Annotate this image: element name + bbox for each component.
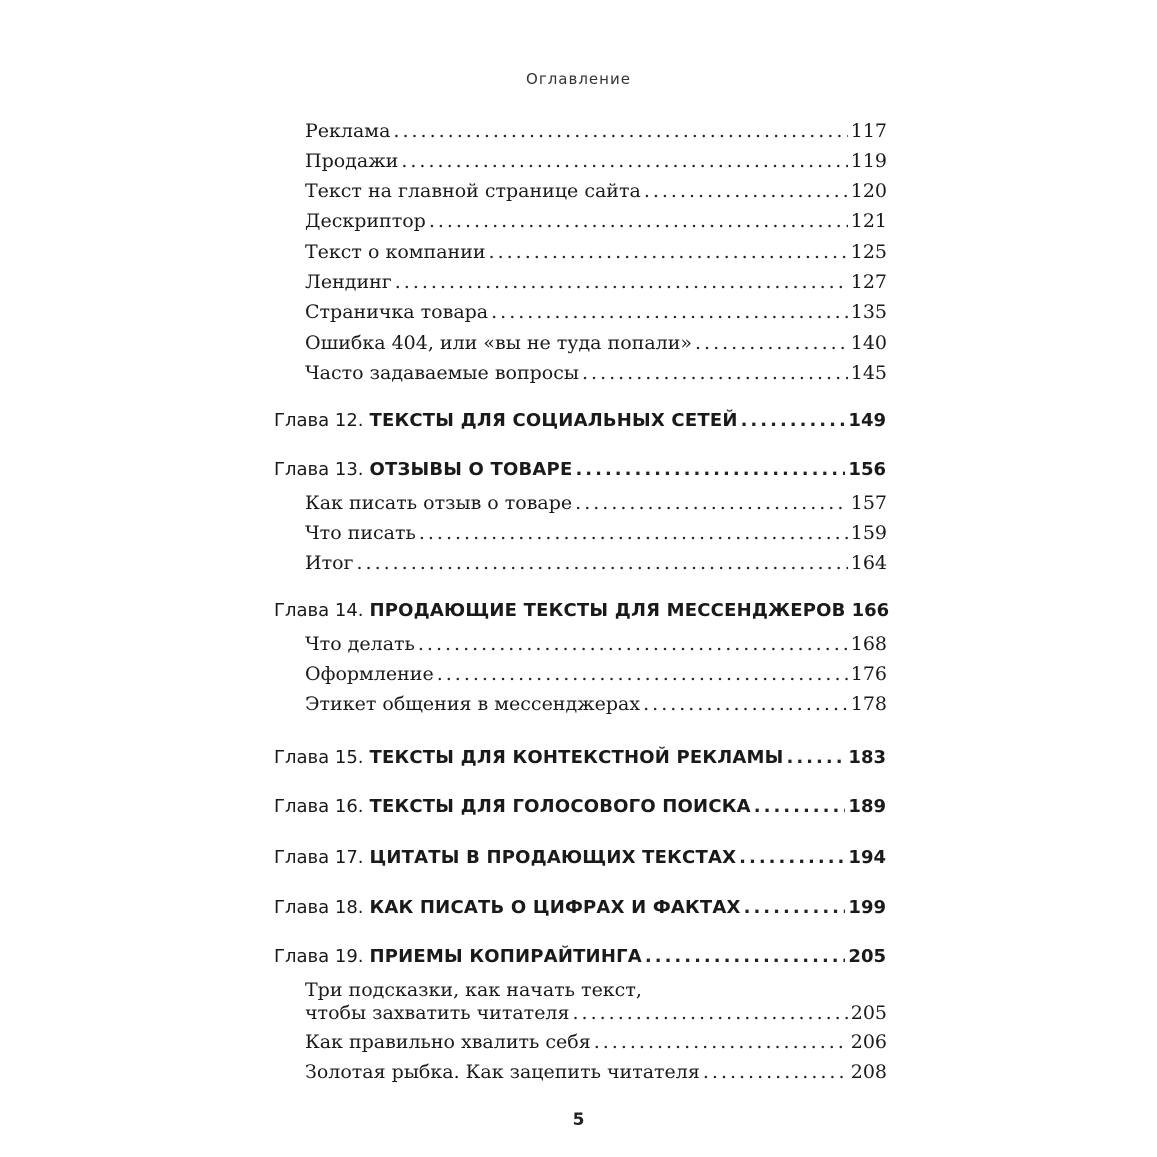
chapter-title: ТЕКСТЫ ДЛЯ КОНТЕКСТНОЙ РЕКЛАМЫ bbox=[369, 747, 784, 768]
toc-entry[interactable] bbox=[305, 519, 887, 547]
toc-entry[interactable] bbox=[305, 549, 887, 577]
toc-entry[interactable] bbox=[305, 268, 887, 296]
toc-chapter[interactable] bbox=[274, 793, 886, 821]
chapter-title: КАК ПИСАТЬ О ЦИФРАХ И ФАКТАХ bbox=[369, 897, 741, 918]
dot-leader bbox=[754, 793, 846, 821]
dot-leader bbox=[356, 549, 847, 577]
toc-entry-page: 159 bbox=[850, 522, 887, 544]
chapter-number: Глава 19. bbox=[274, 946, 364, 967]
chapter-number: Глава 16. bbox=[274, 796, 364, 817]
chapter-title: ТЕКСТЫ ДЛЯ СОЦИАЛЬНЫХ СЕТЕЙ bbox=[369, 410, 738, 431]
toc-entry-page: 119 bbox=[850, 150, 887, 172]
toc-entry[interactable] bbox=[305, 690, 887, 718]
chapter-page: 205 bbox=[848, 946, 886, 967]
chapter-page: 189 bbox=[848, 796, 886, 817]
dot-leader bbox=[418, 630, 848, 658]
page-number: 5 bbox=[572, 1110, 585, 1130]
dot-leader bbox=[573, 999, 848, 1027]
toc-entry[interactable] bbox=[305, 177, 887, 205]
dot-leader bbox=[739, 844, 845, 872]
toc-entry-title: Дескриптор bbox=[305, 210, 426, 232]
running-header: Оглавление bbox=[526, 70, 631, 88]
dot-leader bbox=[437, 660, 848, 688]
chapter-page: 183 bbox=[848, 747, 886, 768]
toc-chapter[interactable] bbox=[274, 844, 886, 872]
toc-entry-title: Что делать bbox=[305, 633, 415, 655]
toc-entry-page: 206 bbox=[850, 1031, 887, 1053]
toc-entry-page: 127 bbox=[850, 271, 887, 293]
toc-entry-page: 176 bbox=[850, 663, 887, 685]
toc-entry[interactable] bbox=[305, 1028, 887, 1056]
dot-leader bbox=[393, 117, 847, 145]
toc-entry-page: 145 bbox=[850, 362, 887, 384]
toc-entry-title: Итог bbox=[305, 552, 354, 574]
toc-entry-page: 121 bbox=[850, 210, 887, 232]
dot-leader bbox=[395, 268, 848, 296]
toc-entry-title: Текст о компании bbox=[305, 241, 486, 263]
toc-entry[interactable] bbox=[305, 660, 887, 688]
toc-entry-page: 135 bbox=[850, 301, 887, 323]
toc-entry[interactable] bbox=[305, 999, 887, 1027]
toc-entry[interactable] bbox=[305, 359, 887, 387]
dot-leader bbox=[787, 744, 846, 772]
toc-entry-page: 208 bbox=[850, 1061, 887, 1083]
chapter-number: Глава 18. bbox=[274, 897, 364, 918]
chapter-title: ОТЗЫВЫ О ТОВАРЕ bbox=[369, 459, 573, 480]
toc-entry-title: Продажи bbox=[305, 150, 399, 172]
chapter-number: Глава 12. bbox=[274, 410, 364, 431]
chapter-page: 149 bbox=[848, 410, 886, 431]
dot-leader bbox=[575, 456, 845, 484]
toc-entry-title: Золотая рыбка. Как зацепить читателя bbox=[305, 1061, 700, 1083]
toc-entry-title: Реклама bbox=[305, 120, 391, 142]
toc-entry[interactable] bbox=[305, 329, 887, 357]
toc-entry-page: 125 bbox=[850, 241, 887, 263]
dot-leader bbox=[741, 407, 846, 435]
toc-entry-title: Страничка товара bbox=[305, 301, 489, 323]
toc-chapter[interactable] bbox=[274, 456, 886, 484]
chapter-title: ЦИТАТЫ В ПРОДАЮЩИХ ТЕКСТАХ bbox=[369, 847, 737, 868]
chapter-number: Глава 13. bbox=[274, 459, 364, 480]
toc-entry-title: чтобы захватить читателя bbox=[305, 1002, 570, 1024]
toc-entry-page: 205 bbox=[850, 1002, 887, 1024]
toc-entry-title: Как писать отзыв о товаре bbox=[305, 492, 573, 514]
toc-entry[interactable] bbox=[305, 489, 887, 517]
toc-entry-page: 140 bbox=[850, 332, 887, 354]
chapter-number: Глава 14. bbox=[274, 600, 364, 621]
toc-entry-page: 164 bbox=[850, 552, 887, 574]
toc-entry-title-line1[interactable]: Три подсказки, как начать текст, bbox=[305, 979, 642, 1001]
dot-leader bbox=[744, 894, 846, 922]
toc-entry[interactable] bbox=[305, 298, 887, 326]
toc-entry[interactable] bbox=[305, 1058, 887, 1086]
dot-leader bbox=[643, 690, 848, 718]
dot-leader bbox=[429, 207, 848, 235]
toc-chapter[interactable] bbox=[274, 894, 886, 922]
toc-entry-title: Этикет общения в мессенджерах bbox=[305, 693, 641, 715]
toc-entry-page: 117 bbox=[850, 120, 887, 142]
toc-entry-title: Что писать bbox=[305, 522, 416, 544]
dot-leader bbox=[582, 359, 848, 387]
toc-entry-title: Часто задаваемые вопросы bbox=[305, 362, 579, 384]
chapter-page: 156 bbox=[848, 459, 886, 480]
toc-chapter[interactable] bbox=[274, 407, 886, 435]
dot-leader bbox=[594, 1028, 848, 1056]
dot-leader bbox=[401, 147, 847, 175]
toc-entry-title: Лендинг bbox=[305, 271, 392, 293]
toc-entry[interactable] bbox=[305, 117, 887, 145]
toc-entry-title: Текст на главной странице сайта bbox=[305, 180, 641, 202]
dot-leader bbox=[644, 177, 848, 205]
toc-entry-page: 178 bbox=[850, 693, 887, 715]
toc-chapter[interactable] bbox=[274, 744, 886, 772]
chapter-page: 199 bbox=[848, 897, 886, 918]
toc-entry-page: 168 bbox=[850, 633, 887, 655]
chapter-page: 194 bbox=[848, 847, 886, 868]
dot-leader bbox=[703, 1058, 848, 1086]
toc-entry[interactable] bbox=[305, 207, 887, 235]
toc-entry-page: 157 bbox=[850, 492, 887, 514]
toc-entry-title: Ошибка 404, или «вы не туда попали» bbox=[305, 332, 693, 354]
chapter-number: Глава 17. bbox=[274, 847, 364, 868]
toc-entry[interactable] bbox=[305, 238, 887, 266]
toc-chapter[interactable] bbox=[274, 597, 890, 625]
dot-leader bbox=[695, 329, 848, 357]
chapter-page: 166 bbox=[851, 600, 890, 621]
dot-leader bbox=[491, 298, 848, 326]
toc-chapter[interactable] bbox=[274, 943, 886, 971]
dot-leader bbox=[575, 489, 848, 517]
chapter-title: ТЕКСТЫ ДЛЯ ГОЛОСОВОГО ПОИСКА bbox=[369, 796, 751, 817]
toc-entry-title: Оформление bbox=[305, 663, 434, 685]
toc-entry-page: 120 bbox=[850, 180, 887, 202]
chapter-title: ПРОДАЮЩИЕ ТЕКСТЫ ДЛЯ МЕССЕНДЖЕРОВ bbox=[369, 600, 846, 621]
chapter-number: Глава 15. bbox=[274, 747, 364, 768]
dot-leader bbox=[645, 943, 846, 971]
dot-leader bbox=[419, 519, 848, 547]
dot-leader bbox=[489, 238, 848, 266]
toc-entry[interactable] bbox=[305, 630, 887, 658]
toc-entry-title: Как правильно хвалить себя bbox=[305, 1031, 591, 1053]
chapter-title: ПРИЕМЫ КОПИРАЙТИНГА bbox=[369, 946, 642, 967]
toc-entry[interactable] bbox=[305, 147, 887, 175]
